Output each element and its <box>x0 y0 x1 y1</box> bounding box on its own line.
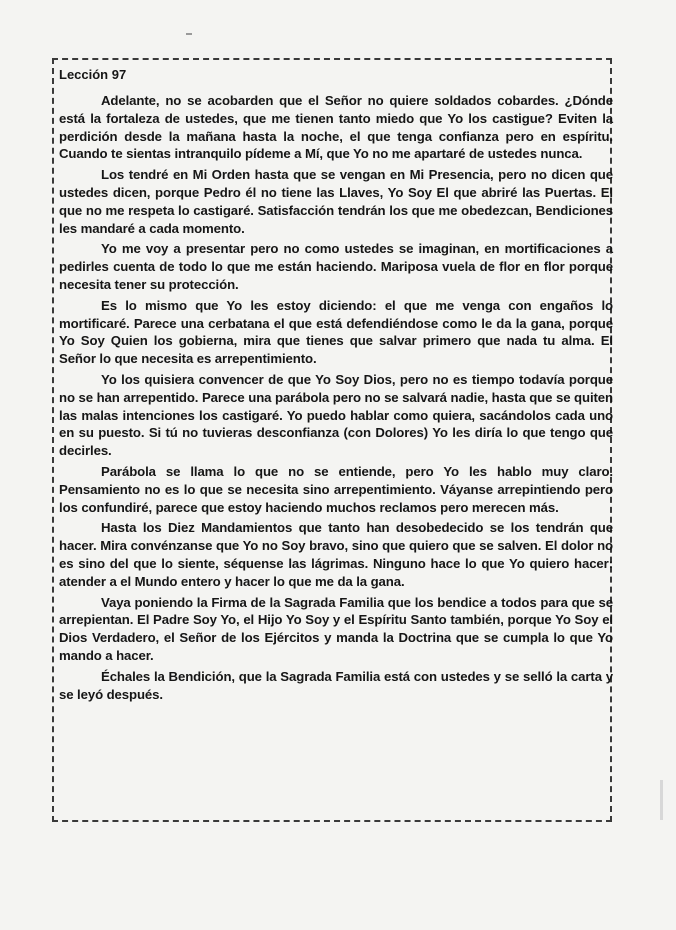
lesson-body <box>59 66 613 706</box>
paragraph: Los tendré en Mi Orden hasta que se vengan en Mi Presencia, pero no dicen que ustedes dicen, porque Pedro él no tiene las Llaves, Yo Soy El que abriré las Puertas. El que no me respeta lo castigaré. Satisfacción tendrán los que me obedezcan, Bendiciones les mandaré a cada momento. <box>59 167 613 236</box>
paragraph: Hasta los Diez Mandamientos que tanto han desobedecido se los tendrán que hacer. Mira convénzanse que Yo no Soy bravo, sino que quiero que se salven. El dolor no es sino del que lo siente, séquense las lágrimas. Ninguno hace lo que Yo quiero hacer: atender a el Mundo entero y hacer lo que me da la gana. <box>59 520 613 589</box>
paragraph: Adelante, no se acobarden que el Señor no quiere soldados cobardes. ¿Dónde está la fortaleza de ustedes, que me tienen tanto miedo que Yo los castigue? Eviten la perdición desde la mañana hasta la noche, el que tenga confianza pero en espíritu. Cuando te sientas intranquilo pídeme a Mí, que Yo no me apartaré de ustedes nunca. <box>59 93 613 162</box>
paragraph: Yo los quisiera convencer de que Yo Soy Dios, pero no es tiempo todavía porque no se han arrepentido. Parece una parábola pero no se salvará nadie, hasta que se quiten las malas intenciones los castigaré. Yo puedo hablar como quiera, sacándolos cada uno en su puesto. Si tú no tuvieras desconfianza (con Dolores) Yo les diría lo que tengo que decirles. <box>59 371 613 459</box>
lesson-title: Lección 97 <box>59 67 127 82</box>
paragraph: Yo me voy a presentar pero no como ustedes se imaginan, en mortificaciones a pedirles cuenta de todo lo que me están haciendo. Mariposa vuela de flor en flor porque necesita tener su protección. <box>59 241 613 292</box>
paragraph: Parábola se llama lo que no se entiende, pero Yo les hablo muy claro. Pensamiento no es lo que se necesita sino arrepentimiento. Váyanse arrepintiendo pero los confundiré, parece que estoy haciendo muchos reclamos pero merecen más. <box>59 463 613 515</box>
paragraph: Vaya poniendo la Firma de la Sagrada Familia que los bendice a todos para que se arrepientan. El Padre Soy Yo, el Hijo Yo Soy y el Espíritu Santo también, porque Yo Soy el Dios Verdadero, el Señor de los Ejércitos y manda la Doctrina que se cumpla lo que Yo mando a hacer. <box>59 594 613 663</box>
scan-mark <box>186 33 192 35</box>
scan-edge-mark <box>660 780 663 820</box>
paragraph: Es lo mismo que Yo les estoy diciendo: el que me venga con engaños lo mortificaré. Parece una cerbatana el que está defendiéndose como le da la gana, porque Yo Soy Quien los gobierna, mira que tienes que salvar primero que nada tu alma. El Señor lo que necesita es arrepentimiento. <box>59 297 613 367</box>
paragraph: Échales la Bendición, que la Sagrada Familia está con ustedes y se selló la carta y se leyó después. <box>59 668 613 702</box>
